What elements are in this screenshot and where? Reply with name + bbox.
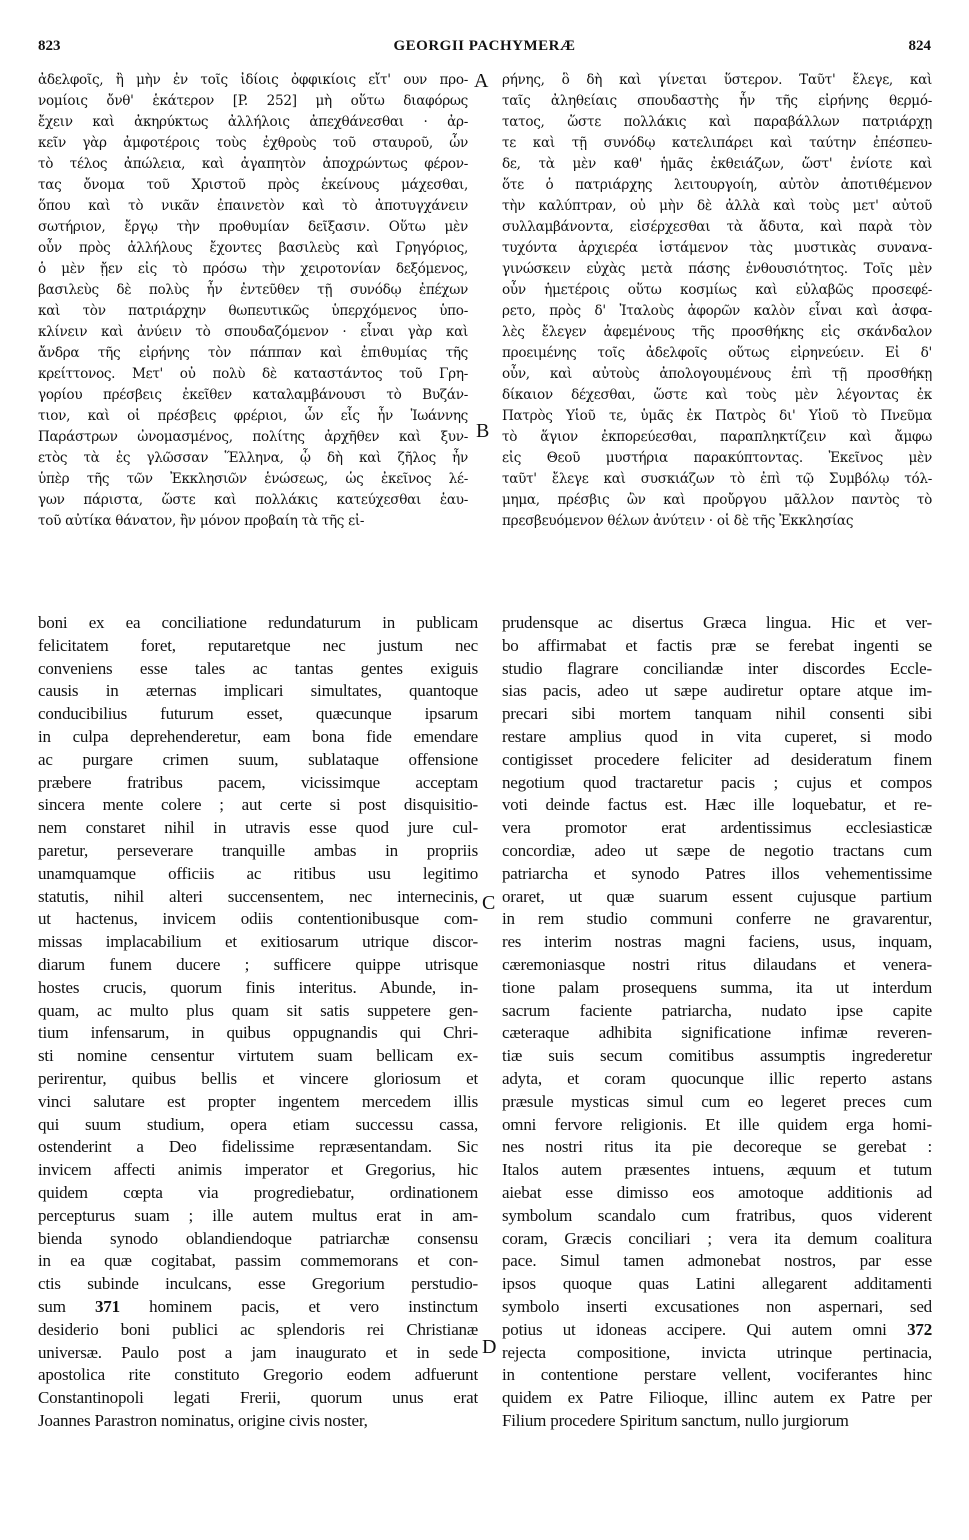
margin-letter-d: D <box>482 1336 497 1358</box>
latin-column-left <box>38 612 478 1512</box>
text-line: ταῦτ' ἔλεγε καὶ συσκιάζων τὸ ἐπὶ τῷ Συμβόλῳ τόλ- <box>502 471 932 487</box>
text-line: ὑπὲρ τῆς τῶν Ἐκκλησιῶν ἑνώσεως, ὡς ἐκεῖνος λέ- <box>38 471 468 487</box>
text-line: γορίου πρέσβεις ἐκεῖθεν καταλαμβάνουσι τὸ Βυζάν- <box>38 387 468 403</box>
text-line: in rem studio communi conferre ne gravarentur, <box>502 909 932 929</box>
text-line: universæ. Paulo post a jam inaugurato et in sede <box>38 1342 478 1362</box>
text-line: Joannes Parastron nominatus, origine civis noster, <box>38 1410 368 1430</box>
text-line: καὶ τὸν πατριάρχην θωπευτικῶς ὑπερχόμενος ὑπο- <box>38 303 468 319</box>
text-line: κεῖν γὰρ ἀμφοτέροις τοὺς ἐχθροὺς τοῦ σταυροῦ, ὧν <box>38 135 468 151</box>
text-line: γινώσκειν εὐχὰς μετὰ πάσης ἐνθουσιότητος. Τοῖς μὲν <box>502 261 932 277</box>
text-line: ἀδελφοῖς, ἢ μὴν ἐν τοῖς ἰδίοις ὀφφικίοις εἴτ' ουν προ- <box>38 72 468 88</box>
text-line: δε, τὰ μὲν καθ' ἡμᾶς ἐκθειάζων, ὥστ' ἐνίοτε καὶ <box>502 156 932 172</box>
text-line: τε καὶ τῇ συνόδῳ κατελιπάρει καὶ ταύτην ἐπέσπευ- <box>502 135 932 151</box>
text-line: bienda synodo oblandiendoque patriarchæ consensu <box>38 1228 478 1248</box>
text-line: apostolica rite constituto Gregorio eodem adfuerunt <box>38 1365 478 1385</box>
text-line: τὸ τέλος ἀπώλεια, καὶ ἀγαπητὸν ἀποχρώντως φέρον- <box>38 156 468 172</box>
text-line: boni ex ea conciliatione redundaturum in publicam <box>38 613 478 632</box>
text-line: conducibilius futurum esset, quæcunque ipsarum <box>38 704 478 724</box>
page-number-left: 823 <box>38 38 61 54</box>
text-line: sti nomine censentur virtutem suam bellicam ex- <box>38 1046 478 1066</box>
text-line: Constantinopoli legati Frerii, quorum unus erat <box>38 1388 478 1408</box>
text-line: omni fervore religionis. Et ille quidem erga homi- <box>502 1114 932 1134</box>
text-line: τιον, καὶ οἱ πρέσβεις φρέριοι, ὧν εἷς ἦν Ἰωάννης <box>38 408 468 424</box>
text-line: symbolum scandalo cum fratribus, quos viderent <box>502 1205 932 1225</box>
text-line: adyta, et coram quocunque illic reperto astans <box>502 1068 932 1088</box>
text-line: præsule mysticas simul cum eo legeret preces cum <box>502 1091 932 1111</box>
text-line: conveniens esse tales ac tantas gentes exiguis <box>38 658 478 678</box>
text-line: τοῦ αὐτίκα θάνατον, ἢν μόνον προβαίη τὰ τῆς εἰ- <box>38 513 365 529</box>
text-line: cæteraque adhibita significatione infimæ reveren- <box>502 1023 932 1043</box>
margin-letter-b: B <box>476 420 490 442</box>
text-line: tione palam prosequens summa, ita ut interdum <box>502 977 932 997</box>
text-line: oraret, ut quæ suarum essent cujusque partium <box>502 886 932 906</box>
text-line: quam, ac multo plus quam sit satis suppetere gen- <box>38 1000 478 1020</box>
page-number-right: 824 <box>908 38 931 54</box>
text-line: τας ὄνομα τοῦ Χριστοῦ πρὸς ἐκείνους μάχεσθαι, <box>38 177 468 193</box>
text-line: sincera mente colere ; aut certe si post disquisitio- <box>38 795 478 815</box>
text-line: ὁ μὲν ᾔεν εἰς τὸ πρόσω τὴν χειροτονίαν δεξόμενος, <box>38 261 468 277</box>
text-line: missas implacabilium et exitiosarum utrique discor- <box>38 932 478 952</box>
column-number: 371 <box>95 1296 120 1316</box>
text-line: coram, Græcis conciliari ; vera ita demum coalitura <box>502 1228 932 1248</box>
text-line: sacrum faciente patriarcha, nudato ipse capite <box>502 1000 932 1020</box>
text-line: restare amplius quod in vita cuperet, si modo <box>502 726 932 746</box>
text-line: σωτήριον, ἔργῳ τὴν προθυμίαν δεῖξασιν. Οὕτω μὲν <box>38 219 468 235</box>
text-line: concordiæ, adeo ut sæpe de negotio tractans cum <box>502 840 932 860</box>
text-line: precari sibi mortem tanquam nihil consenti sibi <box>502 704 932 724</box>
text-line: Filium procedere Spiritum sanctum, nullo jurgiorum <box>502 1410 849 1430</box>
margin-letter-c: C <box>482 892 496 914</box>
text-line: invicem affecti animis imperator et Gregorius, hic <box>38 1160 478 1180</box>
text-line: percepturus suam ; ille autem multus erat in am- <box>38 1205 478 1225</box>
text-line: συλλαμβάνοντα, εἰσέρχεσθαι τὰ ἄδυτα, καὶ παρὰ τὸν <box>502 219 932 235</box>
text-line: ρετο, πρὸς δ' Ἰταλοὺς ἀφορῶν καλὸν εἶναι καὶ ἀσφα- <box>502 303 932 319</box>
text-line: ὅπου καὶ τὸ νικᾶν ἐπαινετὸν καὶ τὸ ἀποτυγχάνειν <box>38 198 468 214</box>
text-line: οὖν ἡμετέροις οὕτω κοσμίως καὶ εὐλαβῶς προσεφέ- <box>502 282 932 298</box>
text-line: κλίνειν καὶ ἀνύειν τὸ σπουδαζόμενον · εἶναι γὰρ καὶ <box>38 324 468 340</box>
text-line: ἔχειν καὶ ἀκηρύκτως ἀλλήλοις ἀπεχθάνεσθαι · ἀρ- <box>38 114 468 130</box>
text-line: tiæ suis secum comitibus assumptis ingrederetur <box>502 1046 932 1066</box>
text-line: symbolo inserti excusationes non aspernari, sed <box>502 1296 932 1316</box>
text-line: potius ut idoneas accipere. Qui autem omni 372 <box>502 1319 932 1339</box>
text-line: τὸ ἅγιον ἐκπορεύεσθαι, παραπληκτίζειν καὶ ἄμφω <box>502 429 932 445</box>
text-line: desiderio boni publici ac splendoris rei Christianæ <box>38 1319 478 1339</box>
text-line: τὴν καλύπτραν, οὐ μὴν δὲ ἀλλὰ καὶ τοὺς μετ' αὐτοῦ <box>502 198 932 214</box>
text-line: unamquamque officiis ac ritibus usu legitimo <box>38 863 478 883</box>
text-line: γων πάριστα, ὥστε καὶ πολλάκις κατεύχεσθαι ἑαυ- <box>38 492 468 508</box>
text-line: diarum funem ducere ; sufficere quippe utrisque <box>38 954 478 974</box>
text-line: prudensque ac disertus Græca lingua. Hic et ver- <box>502 613 932 632</box>
text-line: studio flagrare conciliandæ inter discordes Eccle- <box>502 658 932 678</box>
text-line: nes nostri ritus ita pie decoreque se gerebat : <box>502 1137 932 1157</box>
text-line: ostenderint a Deo fidelissime repræsentandam. Sic <box>38 1137 478 1157</box>
text-line: ctis subinde inculcans, esse Gregorium perstudio- <box>38 1274 478 1294</box>
text-line: ἄνδρα τῆς εἰρήνης τὸν πάππαν καὶ ἐπιθυμίας τῆς <box>38 345 468 361</box>
text-line: patriarcha et synodo Patres illos vehementissime <box>502 863 932 883</box>
text-line: δίκαιον δέχεσθαι, ὥστε καὶ τοὺς μὲν λέγοντας ἐκ <box>502 387 932 403</box>
text-line: ταῖς ἀληθείαις σπουδαστὴς ἦν τῆς εἰρήνης θερμό- <box>502 93 932 109</box>
text-line: causis in æternas implicari simultates, quantoque <box>38 681 478 701</box>
text-line: bo affirmabat et factis præ se ferebat ingenti se <box>502 635 932 655</box>
text-line: Πατρὸς Υἱοῦ τε, ὑμᾶς ἐκ Πατρὸς δι' Υἱοῦ τὸ Πνεῦμα <box>502 408 932 424</box>
text-line: βασιλεὺς δὲ πολὺς ἦν ἐντεῦθεν τῇ συνόδῳ ἐπέχων <box>38 282 468 298</box>
text-line: quidem cœpta via progrediebatur, ordinationem <box>38 1182 478 1202</box>
text-line: contigisset procedere feliciter ad desideratum finem <box>502 749 932 769</box>
text-line: præbere fratribus pacem, vicissimque acceptam <box>38 772 478 792</box>
text-line: ετὸς τὰ ἐς γλῶσσαν Ἕλληνα, ᾧ δὴ καὶ ζῆλος ἦν <box>38 450 468 466</box>
column-number: 372 <box>907 1319 932 1339</box>
text-line: πρεσβευόμενον θέλων ἀνύτειν · οἱ δὲ τῆς Ἐκκλησίας <box>502 513 854 529</box>
text-line: ipsos quoque quas Latini allegarent additamenti <box>502 1274 932 1294</box>
text-line: τατος, ὥστε πολλάκις καὶ παραβάλλων πατριάρχῃ <box>502 114 932 130</box>
text-line: sias pacis, adeo ut sæpe audiretur optare atque im- <box>502 681 932 701</box>
text-line: λὲς ἔλεγεν ἀφεμένους τῆς προσθήκης εἰς σκάνδαλον <box>502 324 932 340</box>
text-line: aiebat esse dimisso eos amotoque additionis ad <box>502 1182 932 1202</box>
text-line: vinci salutare est propter ingentem mercedem illis <box>38 1091 478 1111</box>
text-line: in culpa deprehenderetur, eam bona fide emendare <box>38 726 478 746</box>
text-line: ut hactenus, invicem odiis contentionibusque com- <box>38 909 478 929</box>
text-line: Παράστρων ὠνομασμένος, πολίτης ἀρχῆθεν καὶ ξυν- <box>38 429 468 445</box>
running-title: GEORGII PACHYMERÆ <box>393 38 576 54</box>
text-line: hostes crucis, quorum finis interitus. Abunde, in- <box>38 977 478 997</box>
text-line: quidem ex Patre Filioque, illinc autem ex Patre per <box>502 1388 932 1408</box>
text-line: τυχόντα ἀρχιερέα ἱστάμενον τὰς μυστικὰς συνανα- <box>502 240 932 256</box>
text-line: sum 371 hominem pacis, et vero instinctum <box>38 1296 478 1316</box>
text-line: νομίοις ὄνθ' ἑκάτερον [P. 252] μὴ οὕτω διαφόρως <box>38 93 468 109</box>
margin-letter-a: A <box>474 70 489 92</box>
text-line: qui suum studium, opera etiam successu cassa, <box>38 1114 478 1134</box>
running-header <box>38 38 931 58</box>
text-line: tium infensarum, in quibus oppugnandis qui Chri- <box>38 1023 478 1043</box>
text-line: statutis, nihil alteri succensentem, nec internecinis, <box>38 886 478 906</box>
text-line: ὅτε ὁ πατριάρχης λειτουργοίη, αὐτὸν ἀποτιθέμενον <box>502 177 932 193</box>
text-line: vera promotor erat ardentissimus ecclesiasticæ <box>502 818 932 838</box>
text-line: felicitatem foret, reputaretque nec justum nec <box>38 635 478 655</box>
text-line: εἰς Θεοῦ μυστήρια παρακύπτοντας. Ἐκεῖνος μὲν <box>502 450 932 466</box>
text-line: in contentione perstare vellent, vociferantes hinc <box>502 1365 932 1385</box>
text-line: negotium quod tractaretur pacis ; cujus et compos <box>502 772 932 792</box>
text-line: paretur, perseverare tranquille ambas in propriis <box>38 840 478 860</box>
greek-column-right <box>502 70 932 582</box>
latin-column-right <box>502 612 932 1512</box>
greek-column-left <box>38 70 468 582</box>
text-line: κρείττονος. Μετ' οὐ πολὺ δὲ καταστάντος τοῦ Γρη- <box>38 366 468 382</box>
text-line: rejecta compositione, invicta utrinque pertinacia, <box>502 1342 932 1362</box>
text-line: perirentur, quibus bellis et vincere gloriosum et <box>38 1068 478 1088</box>
text-line: ρήνης, ὃ δὴ καὶ γίνεται ὕστερον. Ταῦτ' ἔλεγε, καὶ <box>502 72 932 88</box>
text-line: ac purgare crimen suum, sublataque offensione <box>38 749 478 769</box>
text-line: οὖν πρὸς ἀλλήλους ἔχοντες βασιλεὺς καὶ Γρηγόριος, <box>38 240 468 256</box>
text-line: οὖν, καὶ αὐτοὺς ἀπολογουμένους ἐπὶ τῇ προσθήκῃ <box>502 366 932 382</box>
text-line: προειμένης τοῖς ἀδελφοῖς οὕτως εἰρηνεύειν. Εἰ δ' <box>502 345 932 361</box>
text-line: pace. Simul tamen admonebat nostros, par esse <box>502 1251 932 1271</box>
text-line: nem constaret nihil in utravis esse quod jure cul- <box>38 818 478 838</box>
text-line: in ea quæ cogitabat, passim commemorans et con- <box>38 1251 478 1271</box>
text-line: voti deinde factus est. Hæc ille loquebatur, et re- <box>502 795 932 815</box>
text-line: cæremoniasque nostri ritus dilaudans et venera- <box>502 954 932 974</box>
text-line: res interim nostras magni faciens, usus, inquam, <box>502 932 932 952</box>
text-line: Italos autem præsentes intuens, æquum et tutum <box>502 1160 932 1180</box>
text-line: μημα, πρέσβις ὢν καὶ προὔργου μᾶλλον παντὸς τὸ <box>502 492 932 508</box>
